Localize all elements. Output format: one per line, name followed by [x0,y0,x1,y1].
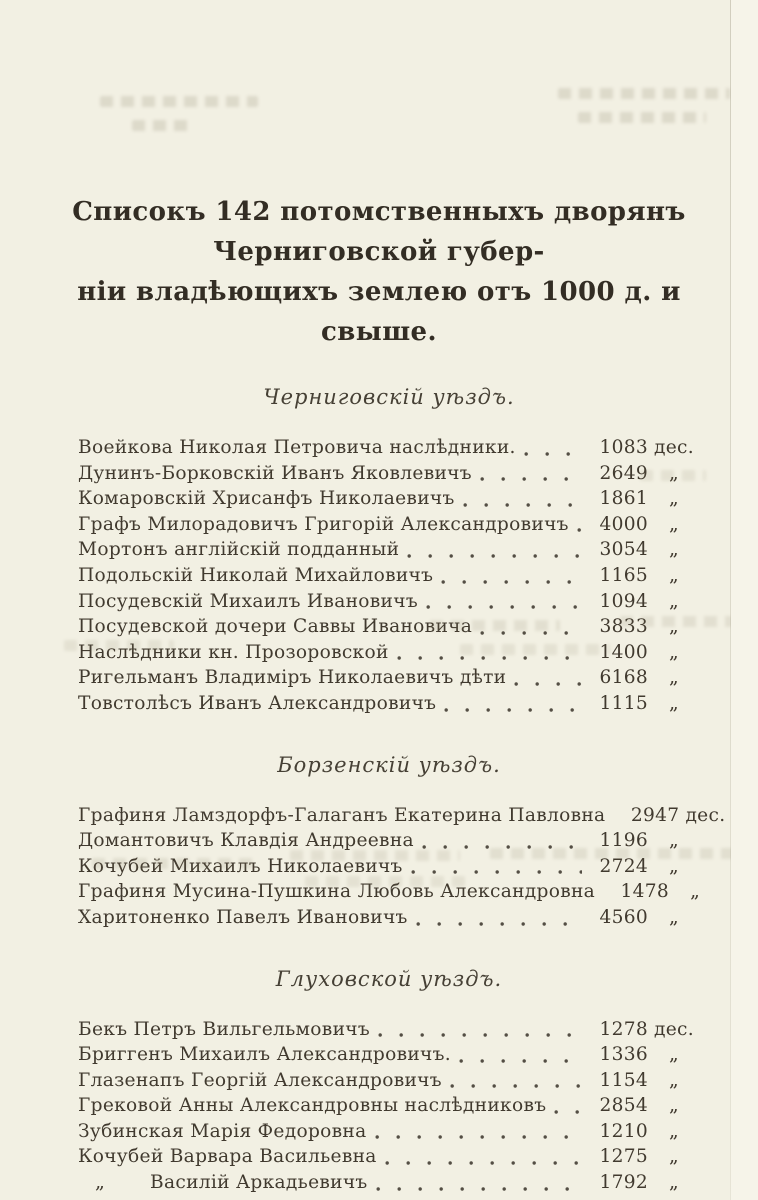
dot-leader [376,1186,582,1192]
dot-leader [463,502,582,508]
showthrough-artifact [460,644,610,655]
owner-name: Кочубей Варвара Васильевна [78,1146,377,1168]
land-area-unit: „ [669,1095,679,1117]
owner-row [78,461,700,487]
page-title [0,0,758,352]
land-area-value: 1115 [599,692,648,714]
land-area-value: 3833 [599,616,648,638]
land-area-unit: „ [690,881,701,903]
land-area-value: 1792 [599,1172,648,1194]
dot-leader [378,1032,582,1038]
showthrough-artifact [132,120,190,131]
owner-row [78,1119,700,1145]
owner-row [78,803,726,829]
title-line-1: Списокъ 142 потомственныхъ дворянъ Черниговской губер- [72,197,686,267]
land-area-value: 1278 [599,1018,648,1040]
uyezd-section [78,385,700,717]
dot-leader [411,869,582,875]
owner-row [78,1093,700,1119]
land-area-unit: „ [669,830,679,852]
owner-row [78,905,700,931]
owner-row [78,537,700,563]
land-area-value: 1478 [620,881,670,903]
land-area-unit: „ [669,488,679,510]
dot-leader [480,476,582,482]
land-area-unit: „ [669,462,679,484]
showthrough-artifact [640,470,706,481]
land-area-value: 1400 [599,641,648,663]
uyezd-section [78,967,700,1196]
showthrough-artifact [578,112,706,123]
land-area-value: 2724 [599,855,648,877]
land-area-value: 2854 [599,1095,648,1117]
showthrough-artifact [490,848,735,859]
owner-name: Дунинъ-Борковскій Иванъ Яковлевичъ [78,462,472,484]
uyezd-section [78,752,726,931]
land-area-unit: „ [669,564,679,586]
owner-name: Товстолѣсъ Иванъ Александровичъ [78,692,437,714]
land-area-unit: „ [669,1172,679,1194]
owner-name: Графиня Ламздорфъ-Галаганъ Екатерина Павловна [78,804,606,826]
land-area-unit: дес. [654,437,694,458]
dot-leader [554,1109,582,1115]
land-area-value: 1196 [599,830,648,852]
uyezd-rows [78,1017,700,1196]
title-line-2: ніи владѣющихъ землею отъ 1000 д. и свыше. [77,277,681,347]
land-area-value: 2947 [630,804,680,826]
owner-name: Наслѣдники кн. Прозоровской [78,641,389,663]
owner-row [78,614,700,640]
land-area-value: 6168 [599,667,648,689]
dot-leader [407,553,582,559]
dot-leader [385,1160,582,1166]
owner-name: Зубинская Марія Федоровна [78,1120,367,1142]
owner-row [78,691,700,717]
showthrough-artifact [92,858,257,869]
land-area-value: 1094 [599,590,648,612]
dot-leader [426,604,582,610]
owner-row [78,512,700,538]
land-area-value: 4000 [599,513,648,535]
owner-list [0,385,758,1196]
showthrough-artifact [620,616,732,627]
dot-leader [416,921,582,927]
owner-row [78,1017,700,1043]
owner-name: Комаровскій Хрисанфъ Николаевичъ [78,488,455,510]
showthrough-artifact [100,96,258,107]
land-area-unit: „ [669,616,679,638]
owner-name: Кочубей Михаилъ Николаевичъ [78,855,403,877]
scan-edge-strip [731,0,758,1200]
owner-name: Грековой Анны Александровны наслѣдниковъ [78,1095,547,1117]
owner-row [78,1170,700,1196]
owner-row [78,435,700,461]
land-area-value: 1165 [599,564,648,586]
owner-row [78,1144,700,1170]
owner-row [78,1068,700,1094]
land-area-value: 4560 [599,906,648,928]
land-area-unit: „ [669,1044,679,1066]
showthrough-artifact [558,88,730,99]
page-edge-line [730,0,731,1200]
owner-name: Посудевскій Михаилъ Ивановичъ [78,590,418,612]
land-area-unit: „ [669,667,679,689]
land-area-value: 2649 [599,462,648,484]
owner-row [78,665,700,691]
land-area-value: 1336 [599,1044,648,1066]
uyezd-heading: Борзенскій уѣздъ. [277,752,501,777]
land-area-unit: „ [669,641,679,663]
land-area-value: 1275 [599,1146,648,1168]
land-area-unit: „ [669,1069,679,1091]
land-area-value: 1083 [599,437,648,458]
land-area-value: 1210 [599,1120,648,1142]
land-area-unit: „ [669,906,679,928]
showthrough-artifact [305,876,465,887]
owner-name: Мортонъ англійскій подданный [78,539,400,561]
land-area-unit: дес. [685,804,726,826]
owner-name: Воейкова Николая Петровича наслѣдники. [78,437,516,458]
uyezd-heading: Глуховской уѣздъ. [275,966,503,991]
dot-leader [524,451,582,457]
owner-name: Домантовичъ Клавдія Андреевна [78,830,414,852]
owner-name: Ригельманъ Владиміръ Николаевичъ дѣти [78,667,507,689]
owner-name: Василій Аркадьевичъ [150,1172,368,1194]
land-area-unit: „ [669,1120,679,1142]
dot-leader [375,1134,582,1140]
land-area-unit: „ [669,590,679,612]
ditto-mark: „ [95,1171,106,1194]
dot-leader [459,1058,582,1064]
owner-row [78,589,700,615]
dot-leader [397,655,582,661]
land-area-unit: дес. [654,1018,694,1040]
uyezd-heading: Черниговскій уѣздъ. [263,385,515,409]
showthrough-artifact [64,640,174,651]
owner-name: Харитоненко Павелъ Ивановичъ [78,906,408,928]
owner-name: Бриггенъ Михаилъ Александровичъ. [78,1044,451,1066]
owner-name: Глазенапъ Георгій Александровичъ [78,1069,442,1091]
owner-row [78,1042,700,1068]
owner-name: Подольскій Николай Михайловичъ [78,564,434,586]
dot-leader [514,681,582,687]
owner-row [78,563,700,589]
land-area-value: 1861 [599,488,648,510]
uyezd-rows [78,435,700,717]
land-area-value: 1154 [599,1069,648,1091]
land-area-unit: „ [669,855,679,877]
owner-name: Посудевской дочери Саввы Ивановича [78,616,473,638]
land-area-value: 3054 [599,539,648,561]
owner-row [78,486,700,512]
land-area-unit: „ [669,1146,679,1168]
land-area-unit: „ [669,539,679,561]
owner-name: Бекъ Петръ Вильгельмовичъ [78,1018,370,1040]
land-area-unit: „ [669,513,679,535]
dot-leader [444,707,582,713]
dot-leader [441,579,582,585]
dot-leader [450,1083,582,1089]
owner-name: Графъ Милорадовичъ Григорій Александровичъ [78,513,569,535]
land-area-unit: „ [669,692,679,714]
showthrough-artifact [290,850,460,861]
dot-leader [577,527,582,533]
owner-name: Графиня Мусина-Пушкина Любовь Александровна [78,881,596,903]
showthrough-artifact [430,620,560,631]
